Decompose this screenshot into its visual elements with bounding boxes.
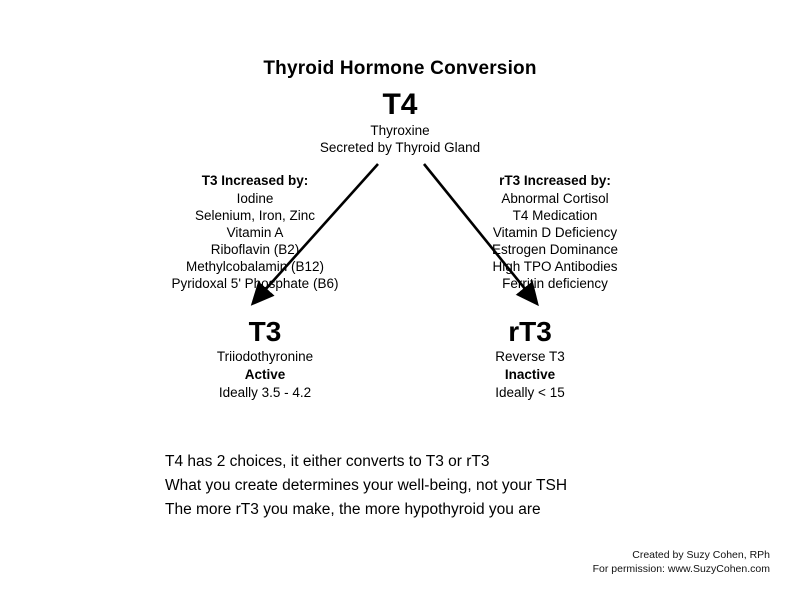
- rt3-range: Ideally < 15: [495, 385, 565, 400]
- t3-increased-by-heading: T3 Increased by:: [201, 173, 309, 188]
- t3-node: [165, 316, 365, 402]
- summary-line: The more rT3 you make, the more hypothyroid you are: [165, 501, 541, 518]
- rt3-node: [440, 316, 620, 402]
- rt3-name: Reverse T3: [495, 349, 565, 364]
- t4-label: T4: [382, 88, 418, 121]
- summary-line: T4 has 2 choices, it either converts to T3 or rT3: [165, 453, 490, 470]
- rt3-status: Inactive: [504, 367, 556, 382]
- list-item: Estrogen Dominance: [491, 242, 619, 257]
- t3-name: Triiodothyronine: [216, 349, 314, 364]
- list-item: Riboflavin (B2): [210, 242, 300, 257]
- summary-text: [165, 450, 685, 522]
- credit-author: Created by Suzy Cohen, RPh: [632, 549, 770, 561]
- t3-increased-by-list: [130, 172, 380, 292]
- list-item: Pyridoxal 5' Phosphate (B6): [171, 276, 339, 291]
- list-item: Abnormal Cortisol: [501, 191, 609, 206]
- list-item: Methylcobalamin (B12): [185, 259, 325, 274]
- list-item: Selenium, Iron, Zinc: [194, 208, 316, 223]
- list-item: Iodine: [236, 191, 274, 206]
- credits: [440, 548, 770, 576]
- rt3-label: rT3: [508, 316, 552, 347]
- t3-label: T3: [248, 316, 282, 347]
- page-title: Thyroid Hormone Conversion: [263, 58, 537, 79]
- t3-status: Active: [244, 367, 286, 382]
- list-item: T4 Medication: [512, 208, 598, 223]
- t4-source: Secreted by Thyroid Gland: [319, 140, 481, 155]
- list-item: Ferritin deficiency: [502, 276, 608, 291]
- summary-line: What you create determines your well-being, not your TSH: [165, 477, 568, 494]
- credit-permission: For permission: www.SuzyCohen.com: [592, 563, 770, 575]
- list-item: Vitamin A: [226, 225, 284, 240]
- rt3-increased-by-heading: rT3 Increased by:: [499, 173, 611, 188]
- rt3-increased-by-list: [440, 172, 670, 292]
- t4-name: Thyroxine: [370, 123, 430, 138]
- list-item: High TPO Antibodies: [492, 259, 618, 274]
- t3-range: Ideally 3.5 - 4.2: [218, 385, 312, 400]
- list-item: Vitamin D Deficiency: [492, 225, 618, 240]
